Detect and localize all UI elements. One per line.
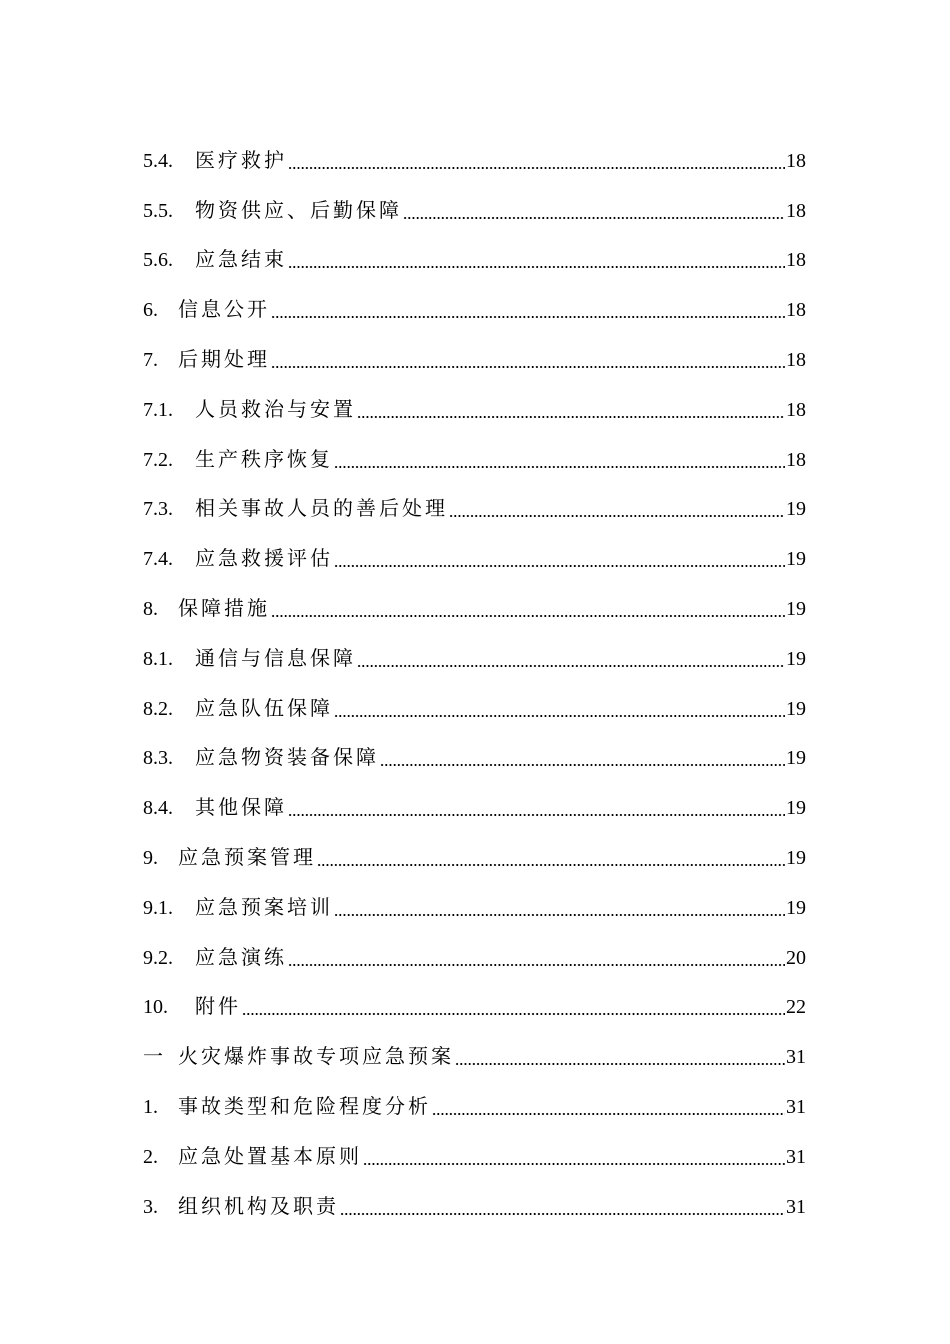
- toc-entry[interactable]: [143, 285, 806, 335]
- toc-entry-title: 应急物资装备保障: [195, 747, 379, 770]
- toc-entry-page-number: 18: [786, 149, 806, 172]
- toc-entry-number: 5.4.: [143, 149, 173, 172]
- toc-entry[interactable]: [143, 684, 806, 734]
- dot-leader: [271, 597, 785, 621]
- toc-entry-title: 应急演练: [195, 946, 287, 969]
- toc-entry-number: 8.2.: [143, 697, 173, 720]
- toc-entry[interactable]: [143, 236, 806, 286]
- dot-leader: [288, 149, 785, 173]
- toc-entry-title: 应急预案管理: [178, 847, 316, 870]
- toc-entry[interactable]: [143, 385, 806, 435]
- toc-entry-page-number: 18: [786, 199, 806, 222]
- toc-entry-title: 应急救援评估: [195, 548, 333, 571]
- toc-entry-number: 7.4.: [143, 548, 173, 571]
- toc-entry-page-number: 18: [786, 448, 806, 471]
- toc-entry-page-number: 19: [786, 697, 806, 720]
- toc-entry[interactable]: [143, 1182, 806, 1232]
- toc-entry[interactable]: [143, 833, 806, 883]
- toc-entry[interactable]: [143, 435, 806, 485]
- toc-entry-page-number: 19: [786, 548, 806, 571]
- toc-entry-title: 应急队伍保障: [195, 697, 333, 720]
- toc-entry[interactable]: [143, 1032, 806, 1082]
- toc-entry-page-number: 18: [786, 349, 806, 372]
- dot-leader: [288, 946, 785, 970]
- dot-leader: [271, 348, 785, 372]
- toc-entry-number: 7.3.: [143, 498, 173, 521]
- dot-leader: [340, 1195, 785, 1219]
- toc-entry[interactable]: [143, 186, 806, 236]
- toc-entry-number: 8.: [143, 598, 158, 621]
- toc-entry-page-number: 19: [786, 747, 806, 770]
- toc-entry-title: 组织机构及职责: [178, 1195, 339, 1218]
- toc-entry[interactable]: [143, 983, 806, 1033]
- toc-entry[interactable]: [143, 485, 806, 535]
- toc-entry-title: 物资供应、后勤保障: [195, 199, 402, 222]
- toc-entry-title: 事故类型和危险程度分析: [178, 1096, 431, 1119]
- toc-entry-title: 保障措施: [178, 598, 270, 621]
- toc-entry-page-number: 18: [786, 398, 806, 421]
- toc-entry[interactable]: [143, 734, 806, 784]
- toc-entry-title: 火灾爆炸事故专项应急预案: [178, 1046, 454, 1069]
- dot-leader: [432, 1095, 785, 1119]
- toc-entry-number: 9.2.: [143, 946, 173, 969]
- toc-entry-title: 医疗救护: [195, 149, 287, 172]
- toc-entry-page-number: 18: [786, 249, 806, 272]
- dot-leader: [288, 248, 785, 272]
- toc-entry-title: 后期处理: [178, 349, 270, 372]
- toc-entry[interactable]: [143, 883, 806, 933]
- toc-entry-number: 7.: [143, 349, 158, 372]
- toc-entry-page-number: 31: [786, 1195, 806, 1218]
- toc-entry-number: 7.2.: [143, 448, 173, 471]
- dot-leader: [403, 199, 785, 223]
- dot-leader: [317, 846, 785, 870]
- dot-leader: [455, 1045, 785, 1069]
- toc-entry-page-number: 19: [786, 647, 806, 670]
- toc-entry-page-number: 31: [786, 1046, 806, 1069]
- toc-entry-number: 8.4.: [143, 797, 173, 820]
- dot-leader: [242, 995, 785, 1019]
- toc-entry[interactable]: [143, 335, 806, 385]
- toc-entry-page-number: 31: [786, 1096, 806, 1119]
- toc-entry-number: 2.: [143, 1145, 158, 1168]
- dot-leader: [380, 746, 785, 770]
- toc-entry-page-number: 22: [786, 996, 806, 1019]
- dot-leader: [357, 647, 785, 671]
- toc-entry-title: 应急预案培训: [195, 896, 333, 919]
- toc-entry-number: 9.1.: [143, 896, 173, 919]
- toc-entry-page-number: 20: [786, 946, 806, 969]
- toc-entry-number: 1.: [143, 1096, 158, 1119]
- toc-entry-page-number: 19: [786, 896, 806, 919]
- toc-entry-title: 生产秩序恢复: [195, 448, 333, 471]
- toc-entry-page-number: 31: [786, 1145, 806, 1168]
- toc-entry-title: 其他保障: [195, 797, 287, 820]
- toc-entry[interactable]: [143, 584, 806, 634]
- dot-leader: [363, 1145, 785, 1169]
- toc-entry-number: 9.: [143, 847, 158, 870]
- toc-entry-number: 7.1.: [143, 398, 173, 421]
- toc-entry-number: 5.6.: [143, 249, 173, 272]
- toc-entry-number: 3.: [143, 1195, 158, 1218]
- dot-leader: [288, 796, 785, 820]
- dot-leader: [334, 448, 785, 472]
- toc-entry-number: 5.5.: [143, 199, 173, 222]
- toc-entry-number: 8.3.: [143, 747, 173, 770]
- toc-entry-number: 8.1.: [143, 647, 173, 670]
- toc-entry-number: 6.: [143, 299, 158, 322]
- table-of-contents: [143, 136, 806, 1232]
- dot-leader: [449, 497, 785, 521]
- toc-entry[interactable]: [143, 783, 806, 833]
- toc-entry-page-number: 19: [786, 797, 806, 820]
- toc-entry-title: 应急处置基本原则: [178, 1145, 362, 1168]
- dot-leader: [271, 298, 785, 322]
- dot-leader: [334, 697, 785, 721]
- toc-entry-page-number: 19: [786, 847, 806, 870]
- toc-entry-title: 应急结束: [195, 249, 287, 272]
- dot-leader: [334, 547, 785, 571]
- toc-entry[interactable]: [143, 1132, 806, 1182]
- toc-entry-title: 人员救治与安置: [195, 398, 356, 421]
- toc-entry-title: 信息公开: [178, 299, 270, 322]
- toc-entry-page-number: 19: [786, 598, 806, 621]
- dot-leader: [357, 398, 785, 422]
- toc-entry-page-number: 19: [786, 498, 806, 521]
- toc-entry-page-number: 18: [786, 299, 806, 322]
- toc-entry[interactable]: [143, 534, 806, 584]
- toc-entry[interactable]: [143, 1082, 806, 1132]
- toc-entry-title: 附件: [195, 996, 241, 1019]
- toc-entry-title: 相关事故人员的善后处理: [195, 498, 448, 521]
- toc-entry[interactable]: [143, 136, 806, 186]
- toc-entry-title: 通信与信息保障: [195, 647, 356, 670]
- toc-entry[interactable]: [143, 933, 806, 983]
- toc-entry-number: 一: [143, 1046, 163, 1069]
- toc-entry[interactable]: [143, 634, 806, 684]
- toc-entry-number: 10.: [143, 996, 168, 1019]
- dot-leader: [334, 896, 785, 920]
